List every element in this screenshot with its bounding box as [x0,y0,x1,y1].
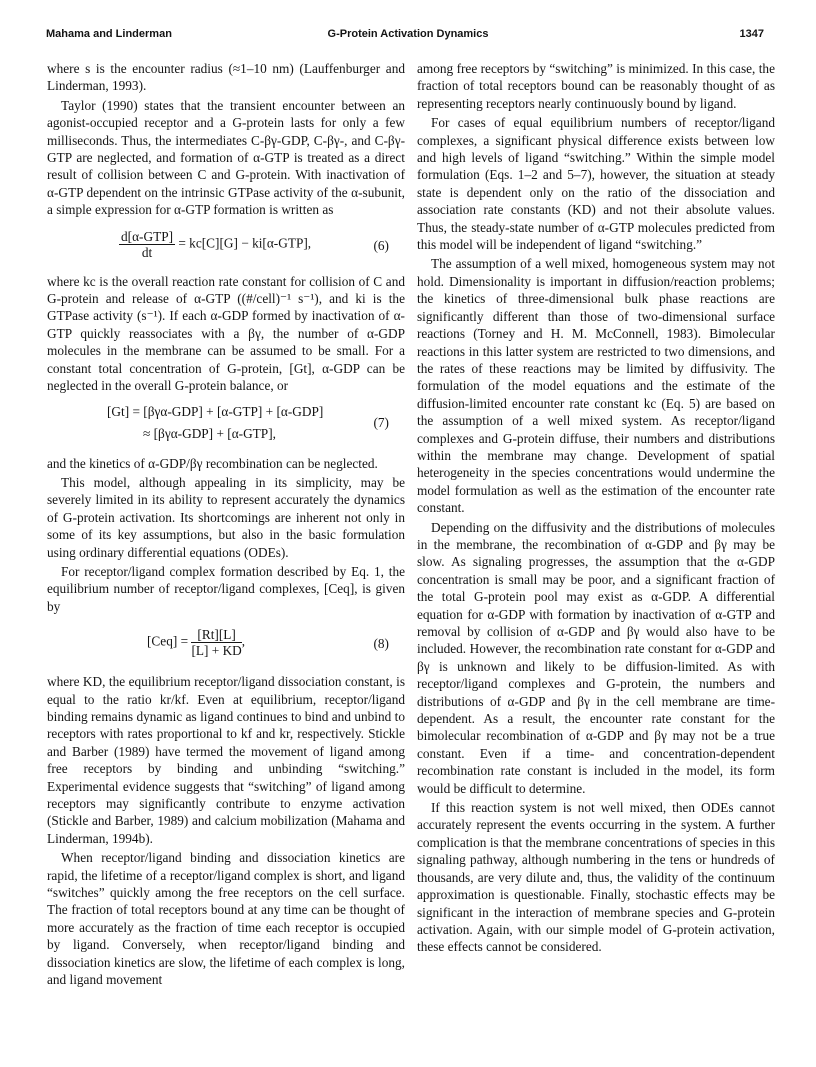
paragraph: Taylor (1990) states that the transient encounter between an agonist-occupied receptor and a G-protein lasts for only a few milliseconds. Thus, the intermediates C-βγ-GDP, C-βγ-, and C-βγ-GTP are neglected, and formation of α-GTP is treated as a direct result of collision between C and G-protein. With inactivation of α-GTP dependent on the intrinsic GTPase activity of the α-subunit, a simple expression for α-GTP formation is written as [47,97,405,218]
running-header [0,28,816,44]
equation-6 [47,227,405,265]
paragraph: and the kinetics of α-GDP/βγ recombination can be neglected. [47,455,378,471]
paragraph: where s is the encounter radius (≈1–10 nm) (Lauffenburger and Linderman, 1993). [47,61,405,94]
equation-7 [47,403,405,447]
eq6-denominator: dt [141,244,153,260]
paragraph: where KD, the equilibrium receptor/ligand dissociation constant, is equal to the ratio kr/kf. Even at equilibrium, receptor/ligand binding remains dynamic as ligand continues to bind and unbind to receptors with rates proportional to kf and kr, respectively. Stickle and Barber (1989) have termed the movement of ligand among free receptors by binding and unbinding “switching.” Experimental evidence suggests that “switching” of ligand among receptors may significantly contribute to enzyme activation (Stickle and Barber, 1989) and calcium mobilization (Mahama and Linderman, 1994b). [47,674,405,846]
eq8-tail: , [241,633,246,649]
paragraph: where kc is the overall reaction rate constant for collision of C and G-protein and release of α-GTP ((#/cell)⁻¹ s⁻¹), and ki is the GTPase activity (s⁻¹). If each α-GDP formed by inactivation of α-GTP quickly reassociates with a βγ, the number of α-GDP molecules in the membrane can be assumed to be small. For a constant total concentration of G-protein, [Gt], α-GDP can be neglected in the overall G-protein balance, or [47,273,405,394]
eq7-label: (7) [373,414,389,430]
paragraph: This model, although appealing in its simplicity, may be severely limited in its ability to represent accurately the dynamics of G-protein activation. Its shortcomings are inherent not only in some of its key assumptions, but also in the basic formulation using ordinary differential equations (ODEs). [47,474,405,560]
eq6-numerator: d[α-GTP] [121,228,174,244]
paragraph: When receptor/ligand binding and dissociation kinetics are rapid, the lifetime of a receptor/ligand complex is short, and ligand “switches” quickly among the free receptors on the cell surface. The fraction of total receptors bound at any time can be thought of more accurately as the fraction of time each receptor is occupied by ligand. Conversely, when receptor/ligand binding and dissociation kinetics are slow, the lifetime of each complex is long, and ligand movement [47,850,405,988]
eq6-rhs: = kc[C][G] − ki[α-GTP], [178,235,312,251]
paragraph: Depending on the diffusivity and the distributions of molecules in the membrane, the recombination of α-GDP and βγ may be slow. As signaling progresses, the assumption that the α-GDP concentration is small may be poor, and a significant fraction of the total G-protein pool may exist as α-GDP. A differential equation for α-GDP with formation by inactivation of α-GTP and removal by collision of α-GDP and βγ would also have to be included. However, the recombination rate constant for α-GDP and βγ is unknown and likely to be diffusion-limited. As with receptor/ligand complexes and G-protein, the numbers and distributions of α-GDP and βγ in the cell membrane are time-dependent. As a result, the encounter rate constant for the bimolecular recombination of α-GDP and βγ may not be a true constant. Even if a time- and concentration-dependent recombination rate constant is included in the model, its form would be difficult to determine. [417,519,775,796]
paragraph: For receptor/ligand complex formation described by Eq. 1, the equilibrium number of receptor/ligand complexes, [Ceq], is given by [47,563,405,614]
paragraph: among free receptors by “switching” is minimized. In this case, the fraction of total receptors bound can be reasonably thought of as representing receptors nearly continuously bound by ligand. [417,61,775,111]
paragraph: For cases of equal equilibrium numbers of receptor/ligand complexes, a significant physical difference exists between low and high levels of ligand “switching.” Within the simple model formulation (Eqs. 1–2 and 5–7), however, the situation at steady state is dependent only on the ratio of the dissociation and association rate constants (KD) and not their absolute values. Thus, the steady-state number of α-GTP molecules predicted from this model will be independent of ligand “switching.” [417,115,775,253]
paragraph: The assumption of a well mixed, homogeneous system may not hold. Dimensionality is important in diffusion/reaction problems; the kinetics of three-dimensional bulk phase reactions are significantly different than those of two-dimensional surface reactions (Torney and H. M. McConnell, 1983). Bimolecular reactions in this latter system are restricted to two dimensions, and the rates of these reactions may be limited by diffusivity. The formulation of the model equations and the estimate of the diffusion-limited encounter rate constant kc (Eq. 5) are based on the assumption of a well mixed system. As receptor/ligand complexes and G-protein diffuse, their numbers and distributions within the membrane may change. Development of spatial heterogeneity in the species concentrations would undermine the model formulation as well as the estimation of the encounter rate constant. [417,256,775,516]
left-column [47,60,405,988]
page-number: 1347 [739,28,764,40]
right-column [417,60,775,956]
eq8-numerator: [Rt][L] [191,627,241,643]
eq7-line2: ≈ [βγα-GDP] + [α-GTP], [143,425,276,441]
eq6-label: (6) [373,237,389,253]
header-authors: Mahama and Linderman [46,28,172,40]
eq8-label: (8) [373,636,389,652]
eq8-denominator: [L] + KD [191,643,242,659]
eq7-line1: [Gt] = [βγα-GDP] + [α-GTP] + [α-GDP] [107,403,324,419]
header-title: G-Protein Activation Dynamics [327,28,489,40]
equation-8 [47,623,405,665]
paragraph: If this reaction system is not well mixed, then ODEs cannot accurately represent the events occurring in the system. A further complication is that the membrane concentrations of species in this signaling pathway, although numbering in the tens or hundreds of thousands, are very dilute and, thus, the validity of the continuum approximation is questionable. Finally, stochastic effects may be significant in the interaction of membrane species and G-protein activation. Again, with our simple model of G-protein activation, these effects cannot be considered. [417,800,775,955]
eq8-lhs: [Ceq] = [147,633,189,649]
